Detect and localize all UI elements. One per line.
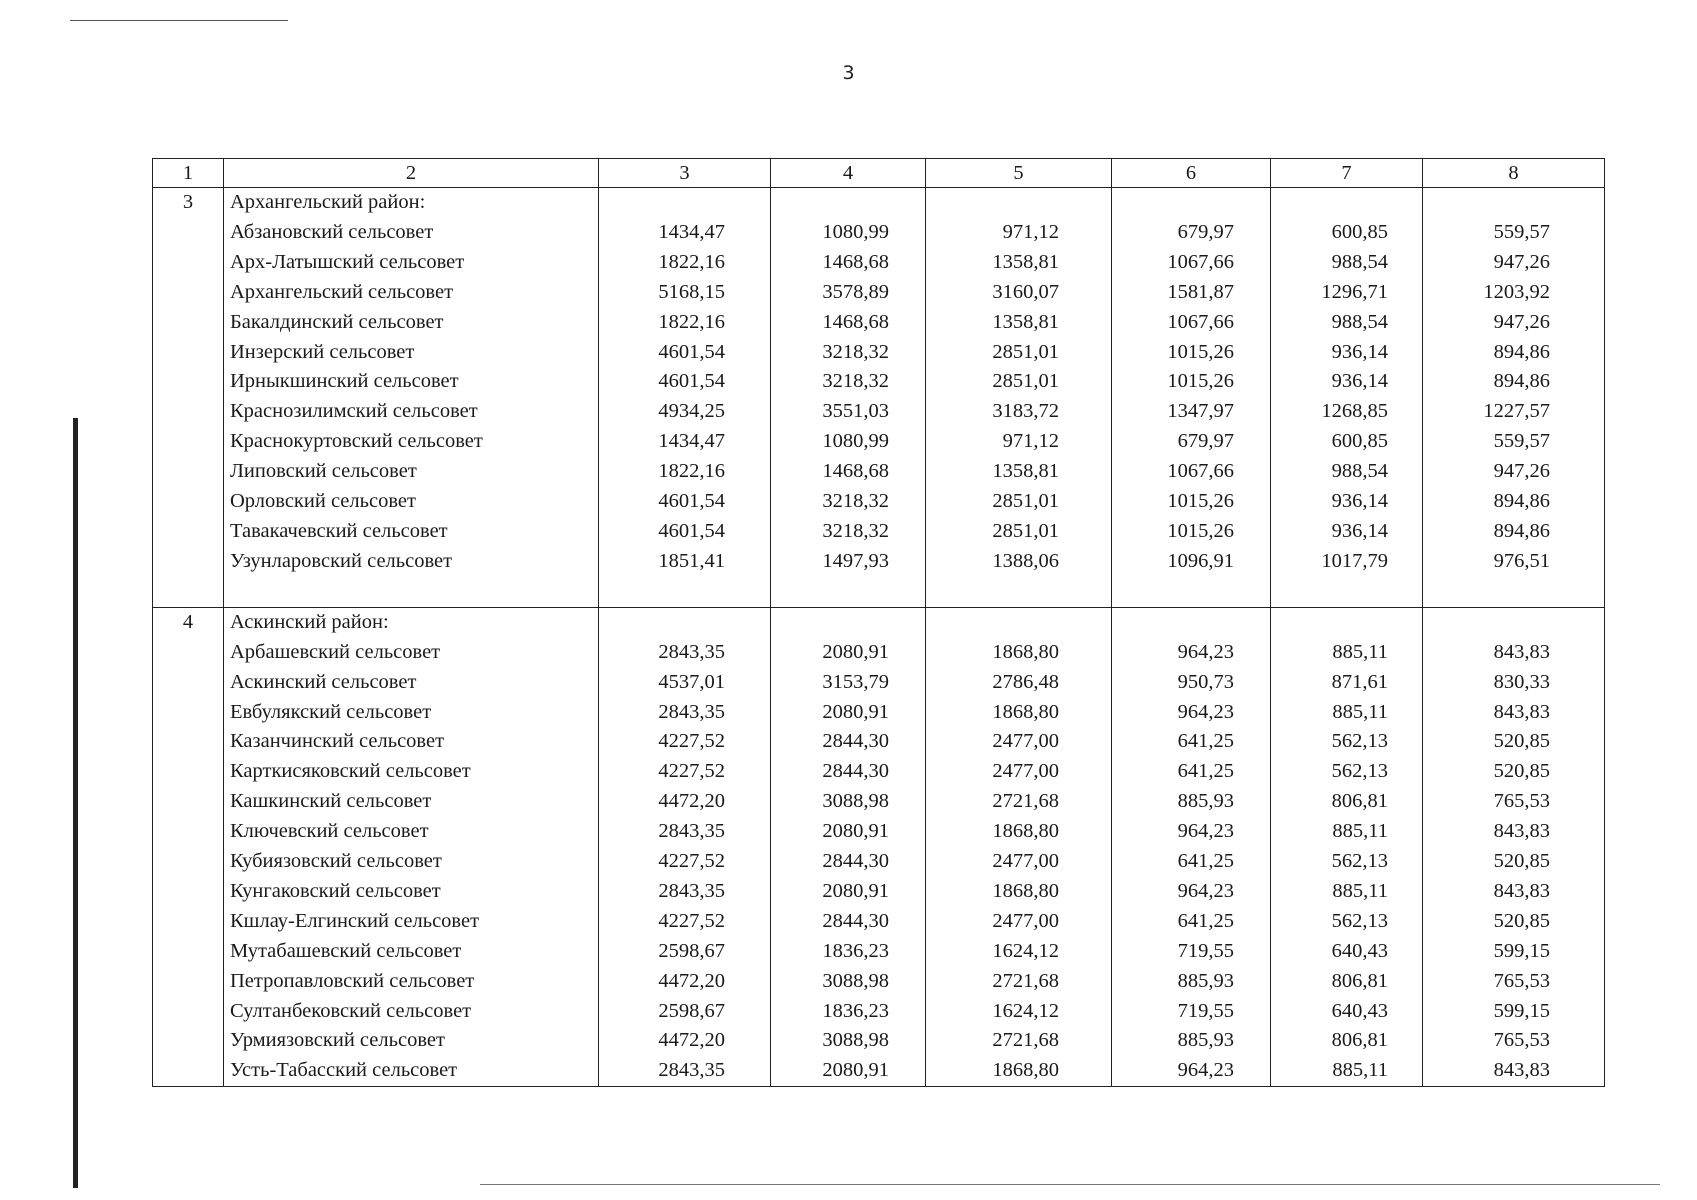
value-cell: 950,73 [1112, 668, 1271, 698]
value-cell: 719,55 [1112, 937, 1271, 967]
empty-cell [926, 607, 1112, 637]
value-cell: 947,26 [1423, 457, 1605, 487]
value-cell: 894,86 [1423, 338, 1605, 368]
empty-cell [153, 338, 224, 368]
value-cell: 964,23 [1112, 698, 1271, 728]
settlement-name: Кашкинский сельсовет [224, 787, 599, 817]
value-cell: 885,11 [1271, 877, 1423, 907]
value-cell: 2080,91 [771, 638, 926, 668]
value-cell: 520,85 [1423, 727, 1605, 757]
value-cell: 964,23 [1112, 817, 1271, 847]
value-cell: 885,93 [1112, 1026, 1271, 1056]
value-cell: 1468,68 [771, 248, 926, 278]
empty-cell [153, 907, 224, 937]
value-cell: 1497,93 [771, 547, 926, 577]
value-cell: 4601,54 [599, 487, 771, 517]
value-cell: 1468,68 [771, 457, 926, 487]
empty-cell [153, 638, 224, 668]
value-cell: 1822,16 [599, 457, 771, 487]
empty-cell [153, 367, 224, 397]
value-cell: 3218,32 [771, 517, 926, 547]
empty-cell [153, 698, 224, 728]
table-row [153, 427, 1605, 457]
value-cell: 520,85 [1423, 907, 1605, 937]
value-cell: 4472,20 [599, 1026, 771, 1056]
value-cell: 1067,66 [1112, 248, 1271, 278]
empty-cell [153, 847, 224, 877]
value-cell: 599,15 [1423, 937, 1605, 967]
table-row [153, 698, 1605, 728]
value-cell: 947,26 [1423, 248, 1605, 278]
value-cell: 2844,30 [771, 757, 926, 787]
value-cell: 520,85 [1423, 757, 1605, 787]
value-cell: 640,43 [1271, 937, 1423, 967]
value-cell: 3183,72 [926, 397, 1112, 427]
value-cell: 1434,47 [599, 427, 771, 457]
value-cell: 1624,12 [926, 997, 1112, 1027]
value-cell: 1822,16 [599, 248, 771, 278]
value-cell: 600,85 [1271, 218, 1423, 248]
value-cell: 2844,30 [771, 907, 926, 937]
value-cell: 1296,71 [1271, 278, 1423, 308]
empty-cell [1271, 188, 1423, 218]
value-cell: 1015,26 [1112, 517, 1271, 547]
value-cell: 559,57 [1423, 218, 1605, 248]
table-row [153, 877, 1605, 907]
settlement-name: Казанчинский сельсовет [224, 727, 599, 757]
settlement-name: Ирныкшинский сельсовет [224, 367, 599, 397]
column-number-row [153, 159, 1605, 188]
empty-cell [153, 967, 224, 997]
value-cell: 885,93 [1112, 787, 1271, 817]
value-cell: 1067,66 [1112, 457, 1271, 487]
value-cell: 562,13 [1271, 907, 1423, 937]
settlement-name: Арбашевский сельсовет [224, 638, 599, 668]
value-cell: 885,93 [1112, 967, 1271, 997]
empty-cell [153, 668, 224, 698]
value-cell: 2080,91 [771, 877, 926, 907]
value-cell: 4601,54 [599, 517, 771, 547]
value-cell: 520,85 [1423, 847, 1605, 877]
value-cell: 4227,52 [599, 907, 771, 937]
value-cell: 3551,03 [771, 397, 926, 427]
column-header: 1 [153, 159, 224, 188]
empty-cell [1271, 607, 1423, 637]
column-header: 5 [926, 159, 1112, 188]
value-cell: 1434,47 [599, 218, 771, 248]
value-cell: 2843,35 [599, 638, 771, 668]
settlement-name: Евбулякский сельсовет [224, 698, 599, 728]
empty-cell [771, 188, 926, 218]
value-cell: 936,14 [1271, 487, 1423, 517]
value-cell: 600,85 [1271, 427, 1423, 457]
empty-cell [153, 1056, 224, 1086]
table-row [153, 817, 1605, 847]
settlement-name: Липовский сельсовет [224, 457, 599, 487]
value-cell: 641,25 [1112, 727, 1271, 757]
empty-cell [153, 278, 224, 308]
table-row [153, 937, 1605, 967]
empty-cell [153, 787, 224, 817]
table-row [153, 668, 1605, 698]
value-cell: 1868,80 [926, 1056, 1112, 1086]
table-row [153, 847, 1605, 877]
value-cell: 1067,66 [1112, 308, 1271, 338]
value-cell: 976,51 [1423, 547, 1605, 577]
value-cell: 2843,35 [599, 698, 771, 728]
value-cell: 843,83 [1423, 698, 1605, 728]
empty-cell [153, 877, 224, 907]
value-cell: 2721,68 [926, 1026, 1112, 1056]
value-cell: 2851,01 [926, 517, 1112, 547]
value-cell: 1851,41 [599, 547, 771, 577]
value-cell: 4472,20 [599, 967, 771, 997]
empty-cell [153, 727, 224, 757]
empty-cell [153, 457, 224, 487]
section-number: 3 [153, 188, 224, 218]
value-cell: 1358,81 [926, 457, 1112, 487]
value-cell: 765,53 [1423, 1026, 1605, 1056]
value-cell: 2844,30 [771, 727, 926, 757]
value-cell: 1868,80 [926, 817, 1112, 847]
settlement-name: Петропавловский сельсовет [224, 967, 599, 997]
value-cell: 641,25 [1112, 907, 1271, 937]
value-cell: 1624,12 [926, 937, 1112, 967]
value-cell: 2477,00 [926, 727, 1112, 757]
value-cell: 3088,98 [771, 1026, 926, 1056]
value-cell: 885,11 [1271, 1056, 1423, 1086]
section-title-row [153, 188, 1605, 218]
value-cell: 641,25 [1112, 847, 1271, 877]
section-title: Архангельский район: [224, 188, 599, 218]
value-cell: 947,26 [1423, 308, 1605, 338]
value-cell: 1581,87 [1112, 278, 1271, 308]
value-cell: 2721,68 [926, 967, 1112, 997]
section-number: 4 [153, 607, 224, 637]
column-header: 7 [1271, 159, 1423, 188]
empty-cell [153, 997, 224, 1027]
value-cell: 2080,91 [771, 1056, 926, 1086]
value-cell: 1347,97 [1112, 397, 1271, 427]
value-cell: 3160,07 [926, 278, 1112, 308]
table-row [153, 997, 1605, 1027]
value-cell: 1017,79 [1271, 547, 1423, 577]
value-cell: 4601,54 [599, 367, 771, 397]
empty-cell [599, 607, 771, 637]
value-cell: 885,11 [1271, 698, 1423, 728]
value-cell: 1015,26 [1112, 367, 1271, 397]
value-cell: 2598,67 [599, 937, 771, 967]
table-row [153, 638, 1605, 668]
scan-artifact-line [70, 20, 288, 21]
value-cell: 1015,26 [1112, 487, 1271, 517]
empty-cell [153, 577, 224, 608]
value-cell: 1868,80 [926, 638, 1112, 668]
empty-cell [153, 248, 224, 278]
settlement-name: Кубиязовский сельсовет [224, 847, 599, 877]
value-cell: 1358,81 [926, 248, 1112, 278]
table-row [153, 967, 1605, 997]
column-header: 8 [1423, 159, 1605, 188]
empty-cell [153, 937, 224, 967]
value-cell: 1080,99 [771, 218, 926, 248]
value-cell: 894,86 [1423, 517, 1605, 547]
value-cell: 3218,32 [771, 338, 926, 368]
value-cell: 2843,35 [599, 877, 771, 907]
settlement-name: Кшлау-Елгинский сельсовет [224, 907, 599, 937]
empty-cell [599, 188, 771, 218]
value-cell: 871,61 [1271, 668, 1423, 698]
value-cell: 971,12 [926, 218, 1112, 248]
value-cell: 2721,68 [926, 787, 1112, 817]
page-number: 3 [842, 62, 855, 84]
value-cell: 1822,16 [599, 308, 771, 338]
settlement-name: Абзановский сельсовет [224, 218, 599, 248]
settlement-name: Краснокуртовский сельсовет [224, 427, 599, 457]
value-cell: 894,86 [1423, 487, 1605, 517]
value-cell: 964,23 [1112, 877, 1271, 907]
value-cell: 936,14 [1271, 367, 1423, 397]
value-cell: 2477,00 [926, 847, 1112, 877]
value-cell: 806,81 [1271, 967, 1423, 997]
empty-cell [153, 487, 224, 517]
empty-cell [224, 577, 599, 608]
column-header: 4 [771, 159, 926, 188]
value-cell: 1268,85 [1271, 397, 1423, 427]
value-cell: 2843,35 [599, 1056, 771, 1086]
value-cell: 806,81 [1271, 787, 1423, 817]
settlement-name: Краснозилимский сельсовет [224, 397, 599, 427]
empty-cell [1423, 188, 1605, 218]
value-cell: 1388,06 [926, 547, 1112, 577]
empty-cell [1423, 577, 1605, 608]
value-cell: 1227,57 [1423, 397, 1605, 427]
column-header: 2 [224, 159, 599, 188]
empty-cell [599, 577, 771, 608]
settlement-name: Султанбековский сельсовет [224, 997, 599, 1027]
value-cell: 3218,32 [771, 487, 926, 517]
value-cell: 830,33 [1423, 668, 1605, 698]
empty-cell [153, 1026, 224, 1056]
empty-cell [153, 308, 224, 338]
scan-artifact-edge [73, 418, 78, 1188]
value-cell: 765,53 [1423, 967, 1605, 997]
value-cell: 4227,52 [599, 847, 771, 877]
table-row [153, 487, 1605, 517]
settlement-name: Урмиязовский сельсовет [224, 1026, 599, 1056]
empty-cell [153, 218, 224, 248]
empty-cell [153, 757, 224, 787]
settlement-name: Ключевский сельсовет [224, 817, 599, 847]
settlement-name: Тавакачевский сельсовет [224, 517, 599, 547]
table-row [153, 787, 1605, 817]
table-body [153, 188, 1605, 1087]
section-title-row [153, 607, 1605, 637]
table-row [153, 218, 1605, 248]
value-cell: 1868,80 [926, 877, 1112, 907]
empty-cell [1112, 188, 1271, 218]
empty-cell [771, 577, 926, 608]
table-row [153, 367, 1605, 397]
value-cell: 988,54 [1271, 457, 1423, 487]
value-cell: 806,81 [1271, 1026, 1423, 1056]
value-cell: 2851,01 [926, 367, 1112, 397]
value-cell: 679,97 [1112, 427, 1271, 457]
value-cell: 1015,26 [1112, 338, 1271, 368]
table-row [153, 338, 1605, 368]
value-cell: 562,13 [1271, 727, 1423, 757]
value-cell: 936,14 [1271, 338, 1423, 368]
value-cell: 3218,32 [771, 367, 926, 397]
value-cell: 641,25 [1112, 757, 1271, 787]
empty-cell [771, 607, 926, 637]
value-cell: 2080,91 [771, 698, 926, 728]
value-cell: 988,54 [1271, 308, 1423, 338]
empty-cell [153, 397, 224, 427]
value-cell: 1203,92 [1423, 278, 1605, 308]
value-cell: 885,11 [1271, 817, 1423, 847]
value-cell: 2843,35 [599, 817, 771, 847]
value-cell: 3153,79 [771, 668, 926, 698]
value-cell: 2851,01 [926, 487, 1112, 517]
section-title: Аскинский район: [224, 607, 599, 637]
value-cell: 2844,30 [771, 847, 926, 877]
table-row [153, 1056, 1605, 1086]
settlement-name: Мутабашевский сельсовет [224, 937, 599, 967]
value-cell: 2477,00 [926, 907, 1112, 937]
table-row [153, 248, 1605, 278]
empty-cell [926, 577, 1112, 608]
table-row [153, 1026, 1605, 1056]
value-cell: 843,83 [1423, 638, 1605, 668]
value-cell: 988,54 [1271, 248, 1423, 278]
value-cell: 885,11 [1271, 638, 1423, 668]
value-cell: 964,23 [1112, 1056, 1271, 1086]
table-row [153, 907, 1605, 937]
table-row [153, 457, 1605, 487]
value-cell: 964,23 [1112, 638, 1271, 668]
empty-cell [153, 817, 224, 847]
empty-cell [153, 517, 224, 547]
empty-cell [153, 547, 224, 577]
value-cell: 843,83 [1423, 817, 1605, 847]
value-cell: 894,86 [1423, 367, 1605, 397]
section-spacer-row [153, 577, 1605, 608]
table-row [153, 278, 1605, 308]
value-cell: 679,97 [1112, 218, 1271, 248]
table-row [153, 517, 1605, 547]
value-cell: 2477,00 [926, 757, 1112, 787]
column-header: 6 [1112, 159, 1271, 188]
settlement-name: Бакалдинский сельсовет [224, 308, 599, 338]
value-cell: 719,55 [1112, 997, 1271, 1027]
settlement-name: Усть-Табасский сельсовет [224, 1056, 599, 1086]
value-cell: 1468,68 [771, 308, 926, 338]
value-cell: 1836,23 [771, 997, 926, 1027]
value-cell: 1080,99 [771, 427, 926, 457]
empty-cell [1271, 577, 1423, 608]
value-cell: 562,13 [1271, 757, 1423, 787]
value-cell: 4227,52 [599, 757, 771, 787]
table-row [153, 547, 1605, 577]
table-row [153, 727, 1605, 757]
value-cell: 599,15 [1423, 997, 1605, 1027]
value-cell: 1358,81 [926, 308, 1112, 338]
settlement-name: Инзерский сельсовет [224, 338, 599, 368]
value-cell: 562,13 [1271, 847, 1423, 877]
value-cell: 640,43 [1271, 997, 1423, 1027]
table-row [153, 757, 1605, 787]
value-cell: 3578,89 [771, 278, 926, 308]
value-cell: 1836,23 [771, 937, 926, 967]
settlement-name: Орловский сельсовет [224, 487, 599, 517]
value-cell: 1096,91 [1112, 547, 1271, 577]
value-cell: 2786,48 [926, 668, 1112, 698]
value-cell: 3088,98 [771, 967, 926, 997]
value-cell: 2851,01 [926, 338, 1112, 368]
scan-artifact-line [480, 1184, 1660, 1185]
settlement-name: Кунгаковский сельсовет [224, 877, 599, 907]
settlement-name: Аскинский сельсовет [224, 668, 599, 698]
value-cell: 936,14 [1271, 517, 1423, 547]
value-cell: 559,57 [1423, 427, 1605, 457]
settlement-name: Арх-Латышский сельсовет [224, 248, 599, 278]
value-cell: 4537,01 [599, 668, 771, 698]
value-cell: 4934,25 [599, 397, 771, 427]
value-cell: 1868,80 [926, 698, 1112, 728]
empty-cell [1112, 577, 1271, 608]
table-row [153, 308, 1605, 338]
data-table [152, 158, 1605, 1087]
value-cell: 4227,52 [599, 727, 771, 757]
empty-cell [1423, 607, 1605, 637]
value-cell: 765,53 [1423, 787, 1605, 817]
empty-cell [926, 188, 1112, 218]
value-cell: 843,83 [1423, 877, 1605, 907]
value-cell: 971,12 [926, 427, 1112, 457]
empty-cell [1112, 607, 1271, 637]
settlement-name: Узунларовский сельсовет [224, 547, 599, 577]
settlement-name: Архангельский сельсовет [224, 278, 599, 308]
value-cell: 3088,98 [771, 787, 926, 817]
empty-cell [153, 427, 224, 457]
value-cell: 843,83 [1423, 1056, 1605, 1086]
value-cell: 4472,20 [599, 787, 771, 817]
column-header: 3 [599, 159, 771, 188]
value-cell: 2598,67 [599, 997, 771, 1027]
table-row [153, 397, 1605, 427]
value-cell: 4601,54 [599, 338, 771, 368]
value-cell: 2080,91 [771, 817, 926, 847]
settlement-name: Карткисяковский сельсовет [224, 757, 599, 787]
value-cell: 5168,15 [599, 278, 771, 308]
